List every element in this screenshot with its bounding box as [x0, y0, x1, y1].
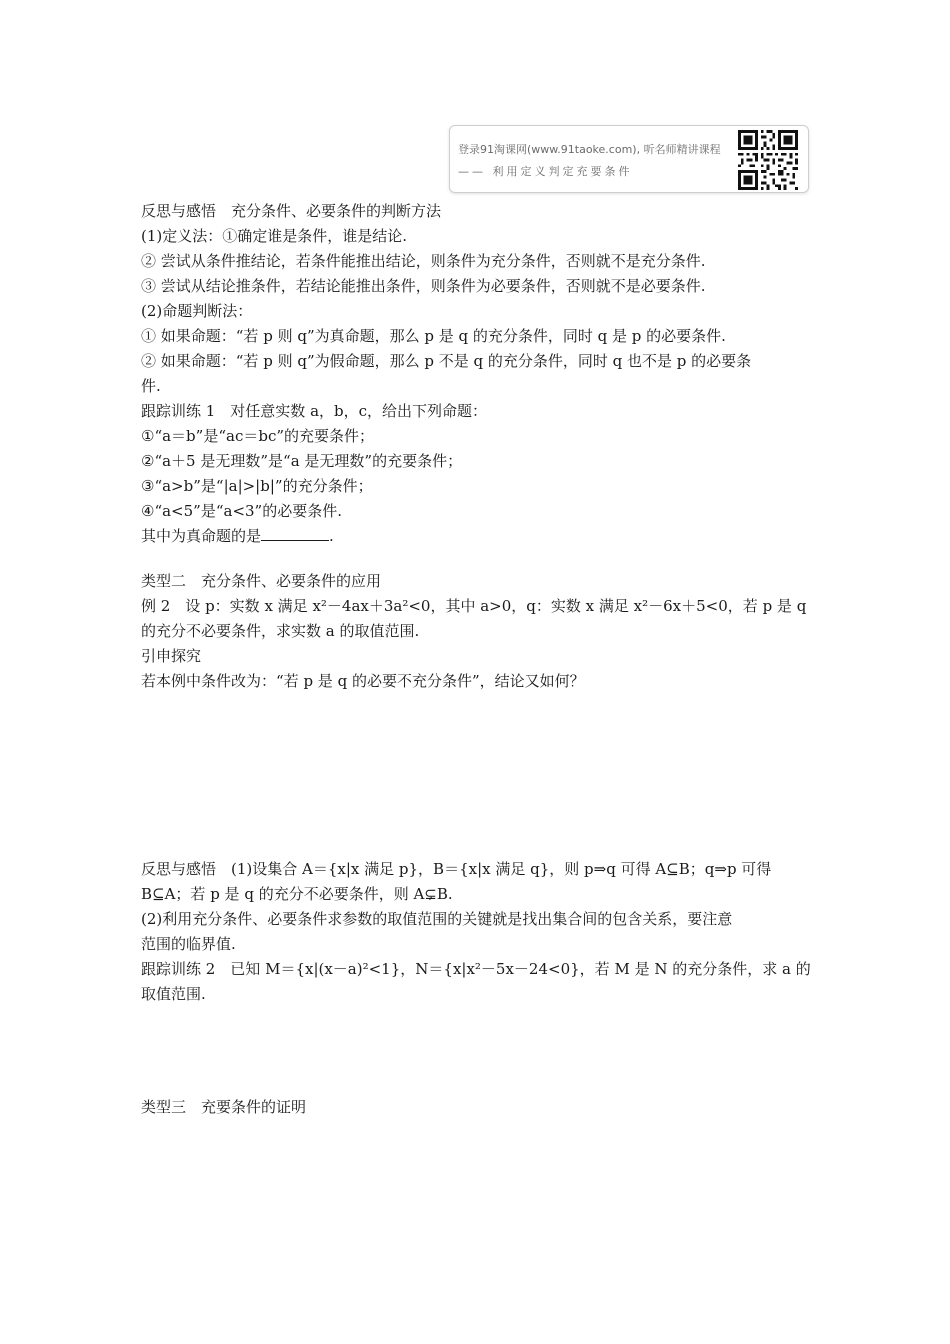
reflection2-line: (2)利用充分条件、必要条件求参数的取值范围的关键就是找出集合间的包含关系，要注意 [141, 910, 733, 928]
method-item: ② 尝试从条件推结论，若条件能推出结论，则条件为充分条件，否则就不是充分条件. [141, 252, 706, 270]
type3-title: 类型三 充要条件的证明 [141, 1098, 307, 1116]
qr-code-icon[interactable] [738, 130, 798, 190]
exercise1-item: ④“a<5”是“a<3”的必要条件. [141, 502, 342, 520]
exercise1-question [141, 524, 811, 549]
ad-line2: —— 利用定义判定充要条件 [458, 165, 633, 178]
reflection2-line: 反思与感悟 (1)设集合 A＝{x|x 满足 p}，B＝{x|x 满足 q}，则 p⇒q 可得 A⊆B；q⇒p 可得 [141, 860, 772, 878]
method-item: (1)定义法：①确定谁是条件，谁是结论. [141, 227, 408, 245]
exercise1-title: 跟踪训练 1 对任意实数 a，b，c，给出下列命题： [141, 402, 488, 420]
extension-text: 若本例中条件改为：“若 p 是 q 的必要不充分条件”，结论又如何？ [141, 672, 585, 690]
example2-line: 例 2 设 p：实数 x 满足 x²－4ax＋3a²<0，其中 a>0，q：实数 x 满足 x²－6x＋5<0，若 p 是 q [141, 597, 807, 615]
exercise2-line: 取值范围. [141, 985, 206, 1003]
exercise1-item: ①“a＝b”是“ac＝bc”的充要条件； [141, 427, 375, 445]
exercise1-item: ②“a＋5 是无理数”是“a 是无理数”的充要条件； [141, 452, 463, 470]
spacer [141, 549, 811, 569]
method-item: (2)命题判断法： [141, 302, 253, 320]
ad-banner[interactable] [449, 125, 809, 193]
exercise1-item: ③“a>b”是“|a|>|b|”的充分条件； [141, 477, 373, 495]
reflection2-line: 范围的临界值. [141, 935, 236, 953]
type2-title: 类型二 充分条件、必要条件的应用 [141, 572, 382, 590]
reflection2-line: B⊆A；若 p 是 q 的充分不必要条件，则 A⊊B. [141, 885, 453, 903]
method-item: 件. [141, 377, 161, 395]
method-item: ① 如果命题：“若 p 则 q”为真命题，那么 p 是 q 的充分条件，同时 q 是 p 的必要条件. [141, 327, 726, 345]
method-item: ② 如果命题：“若 p 则 q”为假命题，那么 p 不是 q 的充分条件，同时 q 也不是 p 的必要条 [141, 352, 752, 370]
question-text: 其中为真命题的是 [141, 527, 262, 545]
answer-space [141, 1007, 811, 1095]
exercise2-line: 跟踪训练 2 已知 M＝{x|(x－a)²<1}，N＝{x|x²－5x－24<0}，若 M 是 N 的充分条件，求 a 的 [141, 960, 811, 978]
example2-line: 的充分不必要条件，求实数 a 的取值范围. [141, 622, 420, 640]
answer-blank [261, 525, 329, 541]
extension-title: 引申探究 [141, 647, 202, 665]
answer-space [141, 694, 811, 857]
method-item: ③ 尝试从结论推条件，若结论能推出条件，则条件为必要条件，否则就不是必要条件. [141, 277, 706, 295]
reflection-title: 反思与感悟 充分条件、必要条件的判断方法 [141, 202, 442, 220]
ad-line1: 登录91淘课网(www.91taoke.com), 听名师精讲课程 [458, 143, 721, 156]
question-end: . [329, 527, 334, 545]
document-body [141, 199, 811, 1120]
